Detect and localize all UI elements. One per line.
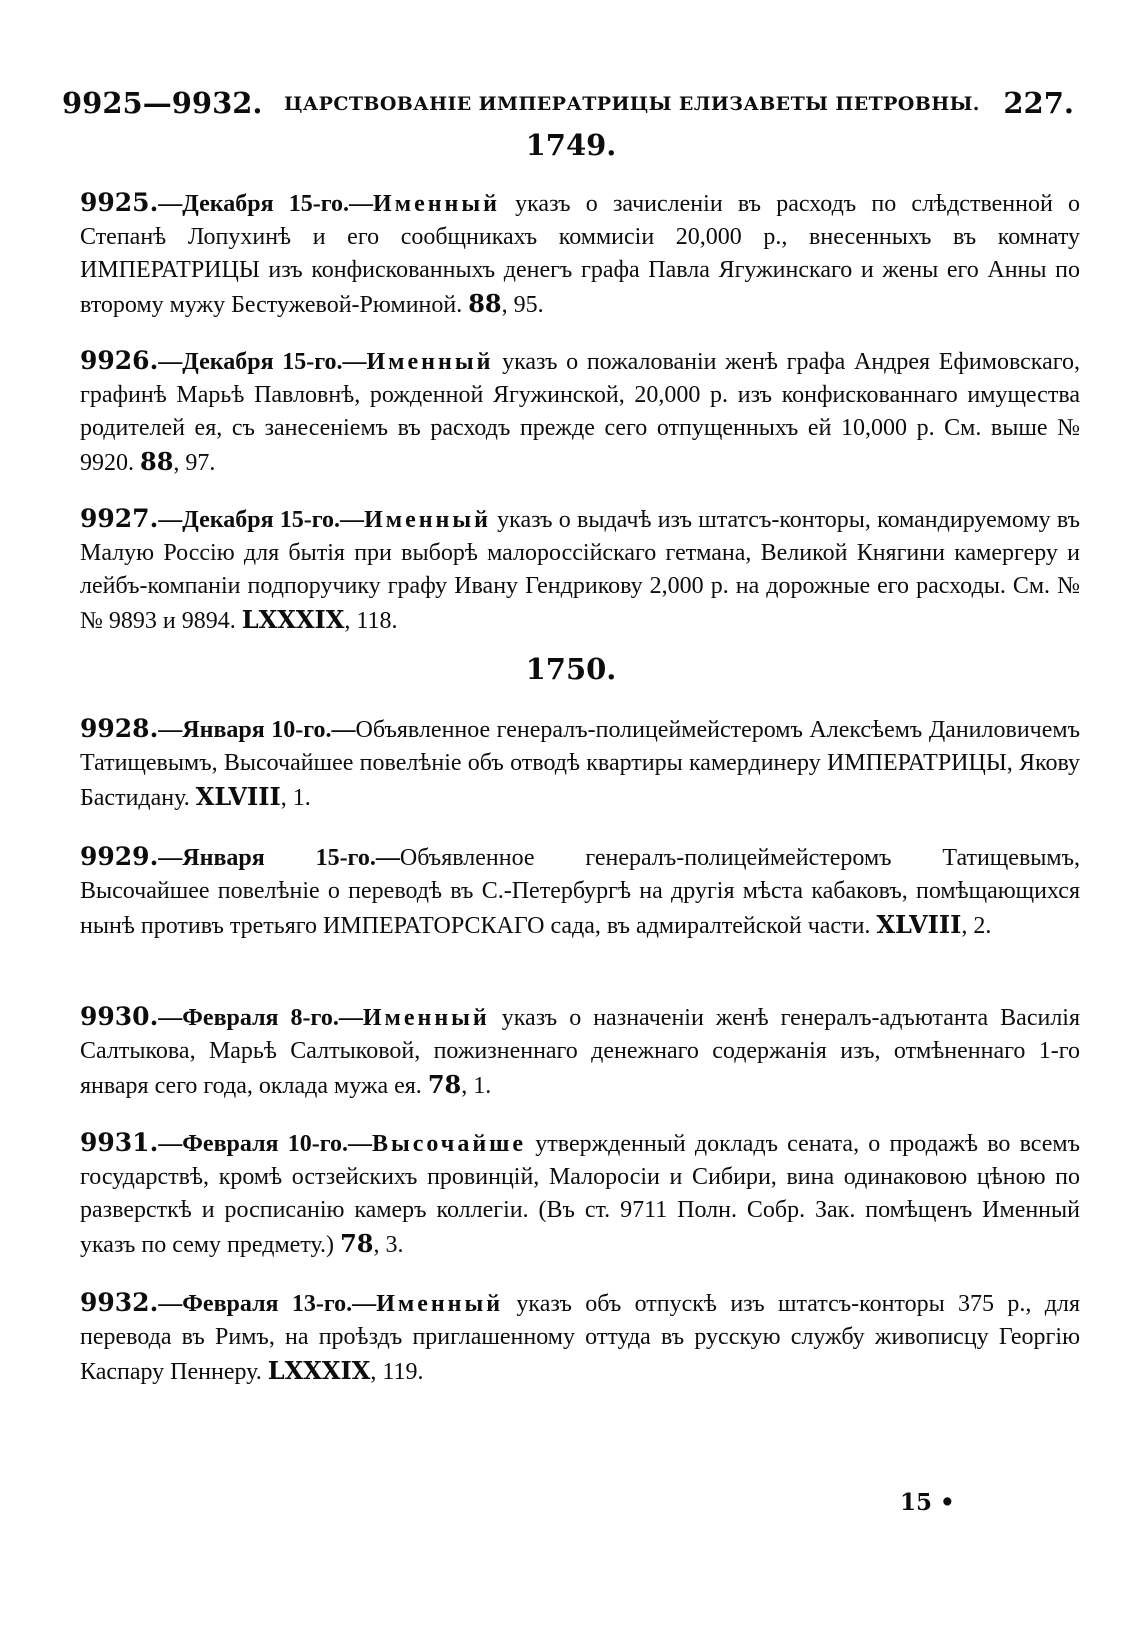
entry-date: —Февраля 8-го.— (158, 1005, 363, 1031)
source-volume: 78 (340, 1229, 374, 1258)
running-header (62, 86, 1082, 122)
law-entry (80, 1000, 1080, 1103)
year-heading: 1749. (525, 128, 617, 162)
law-entry (80, 712, 1080, 815)
page-number: 227. (1003, 86, 1074, 120)
source-volume: 88 (140, 447, 174, 476)
entry-text: Объявленное генералъ-полицеймейстеромъ Татищевымъ, Высочайшее повелѣніе о переводѣ въ С.-Петербургѣ на другія мѣста кабаковъ, помѣщающихся нынѣ противъ третьяго ИМПЕРАТОРСКАГО сада, въ адмиралтейской части. (80, 845, 1080, 939)
entry-date: —Декабря 15-го.— (158, 507, 365, 533)
document-page (60, 0, 1085, 1646)
entry-date: —Февраля 10-го.— (158, 1131, 373, 1157)
entry-date: —Декабря 15-го.— (158, 191, 374, 217)
law-entry (80, 502, 1080, 638)
entry-number: 9925. (80, 188, 159, 217)
entry-number: 9927. (80, 504, 159, 533)
entry-date: —Января 15-го.— (158, 845, 400, 871)
source-volume: XLVIII (876, 910, 962, 939)
entry-range: 9925—9932. (62, 86, 263, 120)
entry-number: 9932. (80, 1288, 159, 1317)
entry-text: указъ объ отпускѣ изъ штатсъ-конторы 375 р., для перевода въ Римъ, на проѣздъ приглашенному оттуда въ русскую службу живописцу Георгію Каспару Пеннеру. (80, 1291, 1080, 1385)
entry-kind: Именный (366, 349, 494, 375)
year-heading: 1750. (525, 652, 617, 686)
source-volume: 88 (468, 289, 502, 318)
entry-text: указъ о выдачѣ изъ штатсъ-конторы, командируемому въ Малую Россію для бытія при выборѣ малороссійскаго гетмана, Великой Княгини камергеру и лейбъ-компаніи подпоручику графу Ивану Гендрикову 2,000 р. на дорожные его расходы. См. №№ 9893 и 9894. (80, 507, 1080, 634)
entry-number: 9926. (80, 346, 159, 375)
source-page: , 1. (461, 1073, 492, 1099)
entry-date: —Февраля 13-го.— (158, 1291, 377, 1317)
entry-date: —Января 10-го.— (158, 717, 356, 743)
law-entry (80, 344, 1080, 480)
source-volume: XLVIII (195, 782, 281, 811)
source-page: , 2. (961, 913, 992, 939)
entry-kind: Именный (362, 1005, 490, 1031)
entry-number: 9930. (80, 1002, 159, 1031)
entry-text: указъ о пожалованіи женѣ графа Андрея Ефимовскаго, графинѣ Марьѣ Павловнѣ, рожденной Ягужинской, 20,000 р. изъ конфискованнаго имущества родителей ея, съ занесеніемъ въ расходъ прежде сего отпущенныхъ ей 10,000 р. См. выше № 9920. (80, 349, 1080, 476)
entry-number: 9931. (80, 1128, 159, 1157)
entry-text: Объявленное генералъ-полицеймейстеромъ Алексѣемъ Даниловичемъ Татищевымъ, Высочайшее повелѣніе объ отводѣ квартиры камердинеру ИМПЕРАТРИЦЫ, Якову Бастидану. (80, 717, 1080, 811)
source-page: , 1. (280, 785, 311, 811)
entry-text: утвержденный докладъ сената, о продажѣ во всемъ государствѣ, кромѣ остзейскихъ провинцій, Малоросіи и Сибири, вина одинаковою цѣною по разверсткѣ и росписанію камеръ коллегіи. (Въ ст. 9711 Полн. Собр. Зак. помѣщенъ Именный указъ по сему предмету.) (80, 1131, 1080, 1258)
entry-kind: Именный (373, 191, 500, 217)
source-page: , 119. (370, 1359, 424, 1385)
law-entry (80, 1286, 1080, 1389)
entry-number: 9928. (80, 714, 159, 743)
entry-date: —Декабря 15-го.— (158, 349, 367, 375)
entry-kind: Именный (364, 507, 491, 533)
source-page: , 118. (344, 608, 398, 634)
law-entry (80, 840, 1080, 943)
entry-text: указъ о назначеніи женѣ генералъ-адъютанта Василія Салтыкова, Марьѣ Салтыковой, пожизненнаго денежнаго содержанія изъ, отмѣненнаго 1-го января сего года, оклада мужа ея. (80, 1005, 1080, 1099)
source-volume: LXXXIX (267, 1356, 371, 1385)
source-page: , 97. (173, 450, 216, 476)
header-title: ЦАРСТВОВАНІЕ ИМПЕРАТРИЦЫ ЕЛИЗАВЕТЫ ПЕТРОВНЫ. (284, 93, 980, 115)
entry-number: 9929. (80, 842, 159, 871)
entry-kind: Именный (376, 1291, 504, 1317)
source-page: , 95. (501, 292, 544, 318)
law-entry (80, 186, 1080, 322)
signature-mark: 15 • (900, 1489, 955, 1516)
source-volume: 78 (427, 1070, 462, 1099)
entry-text: указъ о зачисленіи въ расходъ по слѣдственной о Степанѣ Лопухинѣ и его сообщникахъ коммисіи 20,000 р., внесенныхъ въ комнату ИМПЕРАТРИЦЫ изъ конфискованныхъ денегъ графа Павла Ягужинскаго и жены его Анны по второму мужу Бестужевой-Рюминой. (80, 191, 1081, 318)
source-volume: LXXXIX (241, 605, 345, 634)
entry-kind: Высочайше (372, 1131, 527, 1157)
source-page: , 3. (373, 1232, 404, 1258)
law-entry (80, 1126, 1080, 1262)
